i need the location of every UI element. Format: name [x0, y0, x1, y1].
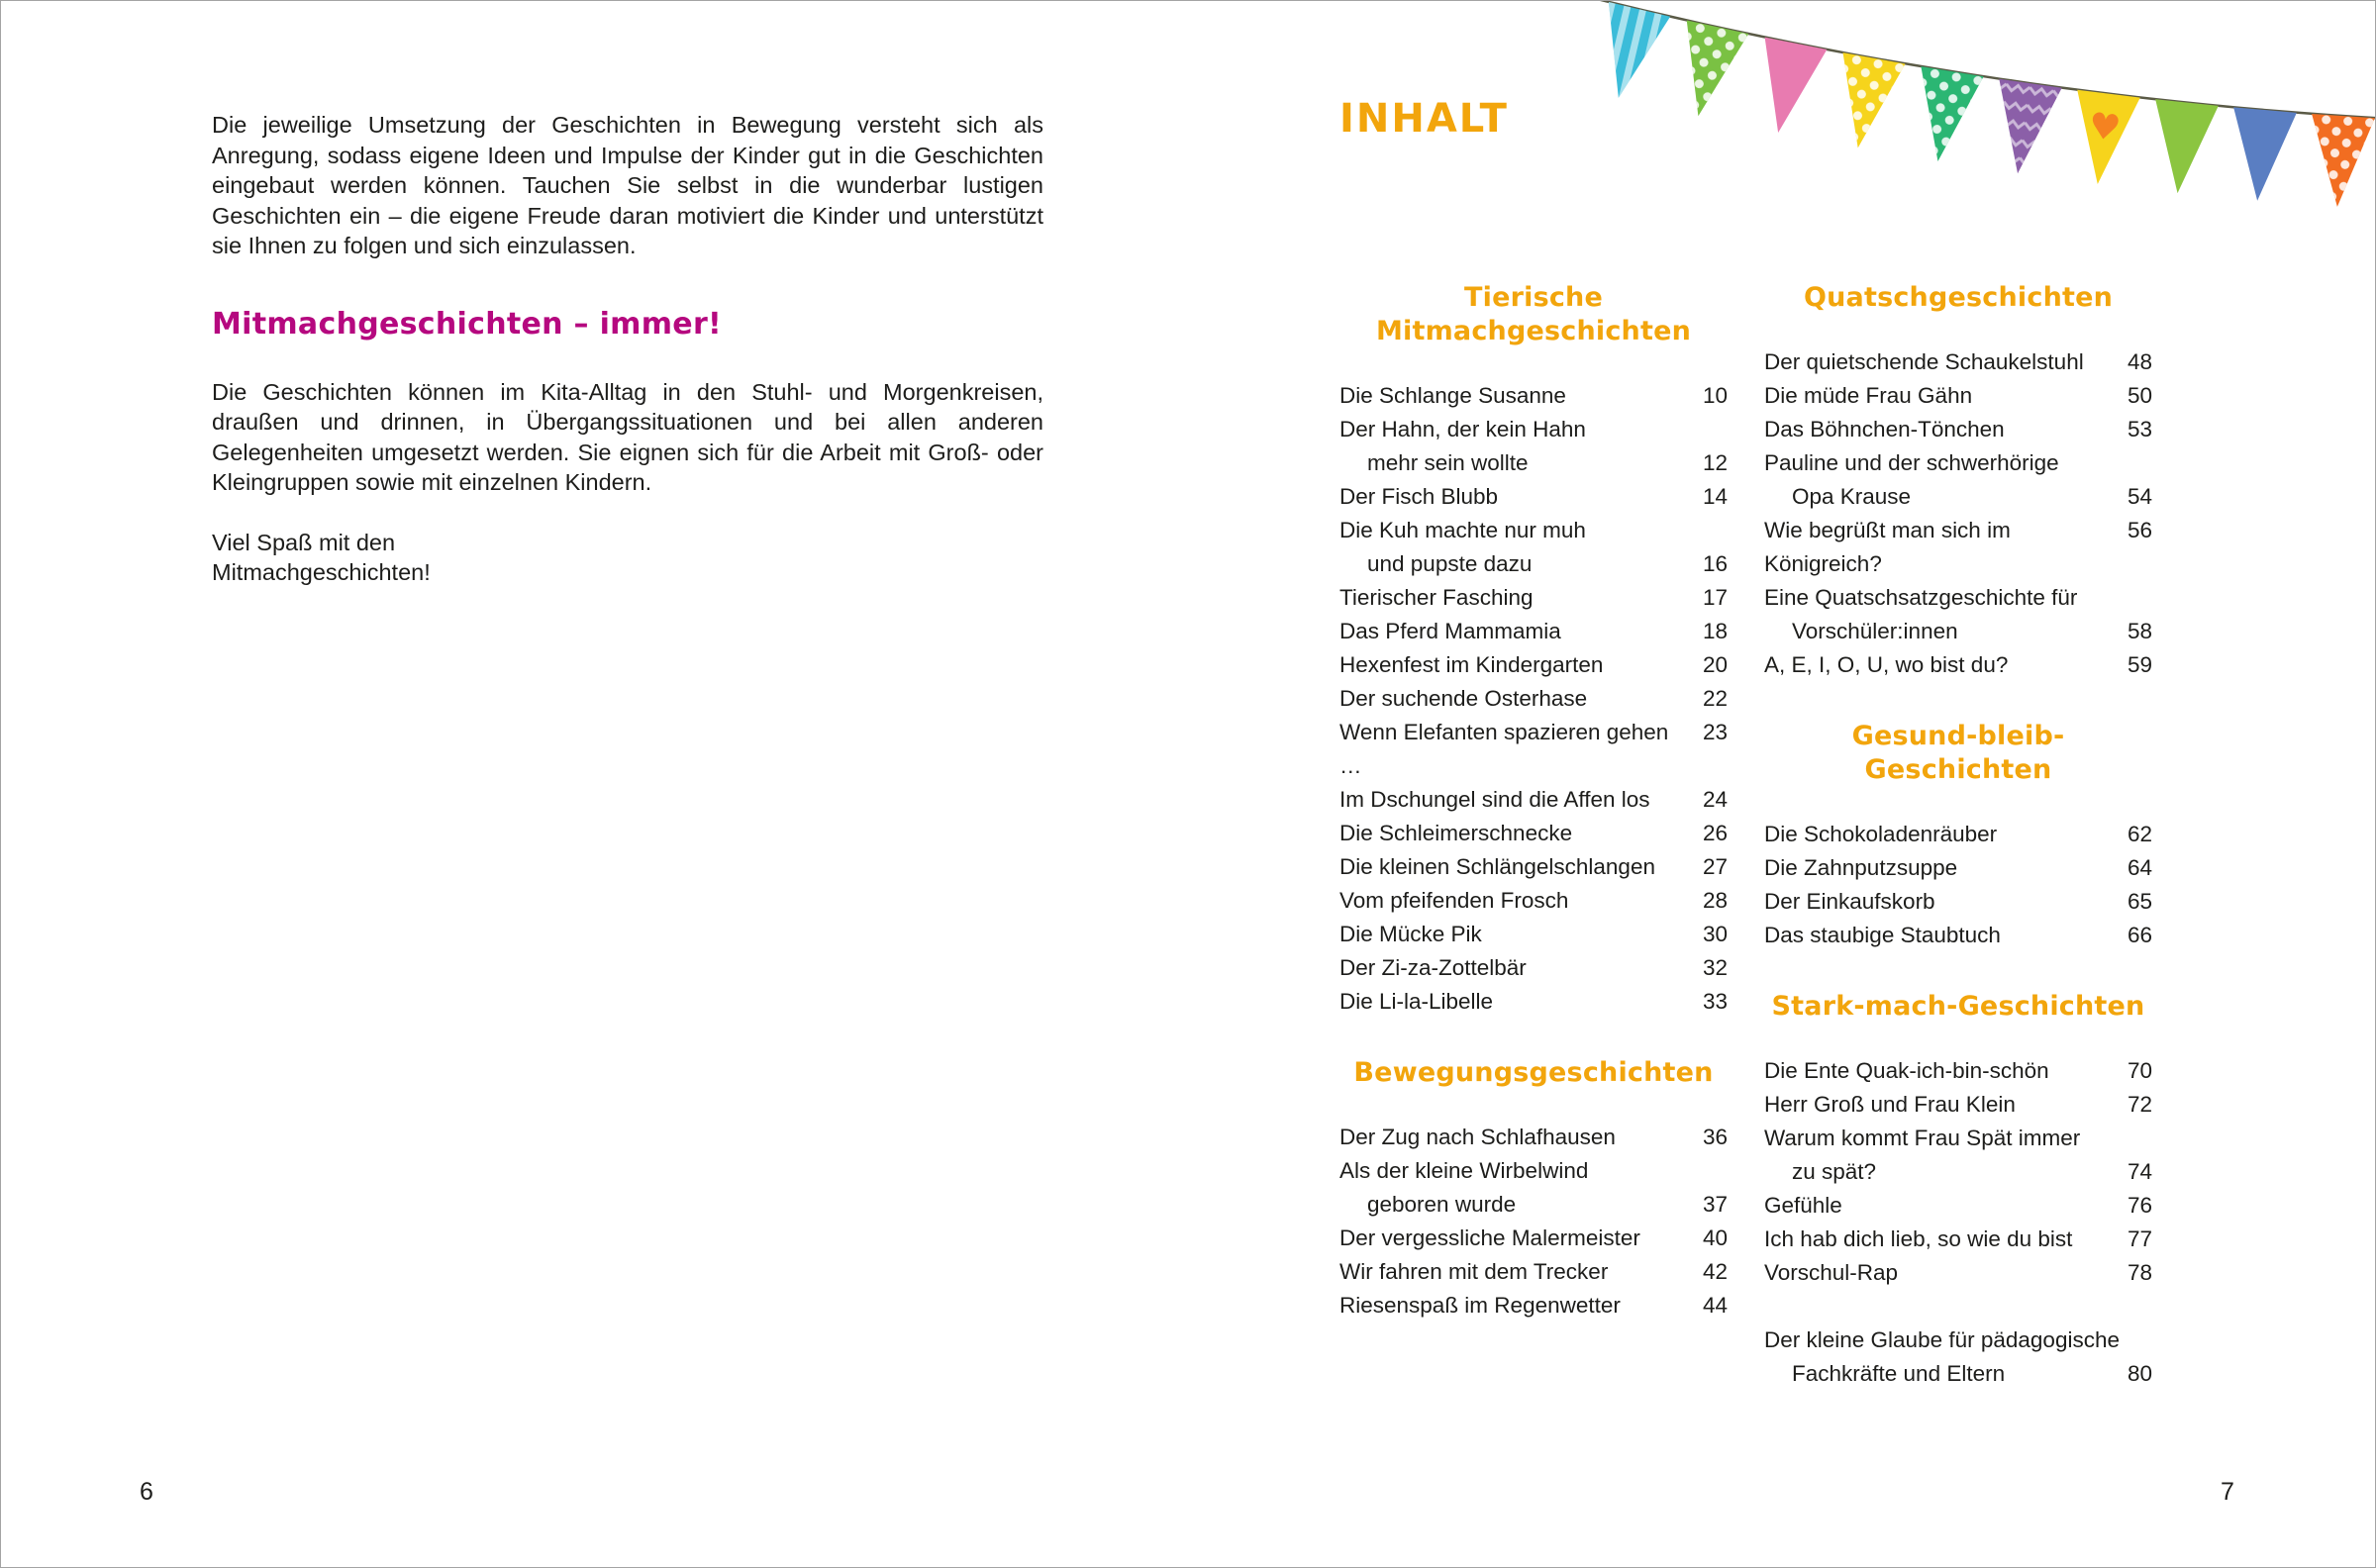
toc-entry-page: 20: [1702, 652, 1728, 677]
toc-entry-page: 80: [2127, 1361, 2152, 1386]
toc-entry-page: 16: [1702, 551, 1728, 576]
toc-entry-page: 44: [1702, 1293, 1728, 1318]
toc-entry-row: [1764, 514, 2152, 581]
toc-entry-title: Ich hab dich lieb, so wie du bist: [1764, 1226, 2073, 1251]
toc-entry-page: 10: [1702, 383, 1728, 408]
toc-entry: [1339, 413, 1728, 480]
toc-entry-page: 58: [2127, 619, 2152, 643]
toc-entry-title: Die Li-la-Libelle: [1339, 989, 1494, 1014]
toc-entry-page: 12: [1702, 450, 1728, 475]
toc-title: INHALT: [1339, 96, 1509, 142]
toc-entry-page: 53: [2127, 417, 2152, 441]
toc-entry-page: 17: [1702, 585, 1728, 610]
toc-entry: [1764, 1223, 2152, 1256]
toc-entry-row: [1339, 413, 1728, 446]
toc-entry-page: 65: [2127, 889, 2152, 914]
toc-entry-title: Die müde Frau Gähn: [1764, 383, 1973, 408]
toc-entry-row: [1339, 379, 1728, 413]
toc-entry-row: [1764, 345, 2152, 379]
toc-entry: [1339, 951, 1728, 985]
toc-entry-row: [1339, 480, 1728, 514]
toc-entry: [1339, 581, 1728, 615]
toc-entry-title: Der Einkaufskorb: [1764, 889, 1935, 914]
toc-entry-row: [1764, 919, 2152, 952]
toc-entry-row: [1339, 1154, 1728, 1188]
toc-entry-row: [1764, 818, 2152, 851]
toc-entry-title: Opa Krause: [1792, 484, 1912, 509]
toc-entry-row: [1764, 1054, 2152, 1088]
toc-column-1: [1339, 281, 1728, 1323]
toc-entry-title: Die Ente Quak-ich-bin-schön: [1764, 1058, 2049, 1083]
toc-entry-page: 28: [1702, 888, 1728, 913]
closing-text: [212, 528, 1043, 588]
toc-entry-page: 30: [1702, 922, 1728, 946]
toc-entry-row: [1339, 648, 1728, 682]
toc-entry: [1339, 1222, 1728, 1255]
toc-entry-title: Herr Groß und Frau Klein: [1764, 1092, 2016, 1117]
toc-entry: [1339, 985, 1728, 1019]
toc-entry: [1764, 919, 2152, 952]
toc-entry-page: 18: [1702, 619, 1728, 643]
toc-section-heading: Gesund-bleib-Geschichten: [1851, 721, 2065, 785]
toc-entry-page: 36: [1702, 1125, 1728, 1149]
toc-section-heading: Tierische Mitmachgeschichten: [1375, 282, 1692, 346]
toc-entry-page: 76: [2127, 1193, 2152, 1218]
bunting-flag: [2146, 99, 2219, 196]
toc-entry-title: Riesenspaß im Regenwetter: [1339, 1293, 1621, 1318]
toc-entry-title: Die Schlange Susanne: [1339, 383, 1566, 408]
toc-section-heading: Stark-mach-Geschichten: [1771, 991, 2145, 1022]
bunting-flag: [2306, 114, 2375, 209]
toc-entry-title: Die Zahnputzsuppe: [1764, 855, 1958, 880]
toc-entry-title: Hexenfest im Kindergarten: [1339, 652, 1604, 677]
toc-entry: [1764, 1054, 2152, 1088]
toc-entry-title: Vorschüler:innen: [1792, 619, 1958, 643]
toc-entry-title: Die Schleimerschnecke: [1339, 821, 1573, 845]
toc-entry-title: Der Zug nach Schlafhausen: [1339, 1125, 1616, 1149]
toc-entry-page: 14: [1702, 484, 1728, 509]
toc-entry-title: Wenn Elefanten spazieren gehen …: [1339, 720, 1669, 778]
toc-entry-title: Als der kleine Wirbelwind: [1339, 1158, 1589, 1183]
toc-entry-page: 59: [2127, 652, 2152, 677]
toc-entry-title: Das staubige Staubtuch: [1764, 923, 2001, 947]
toc-entry-row: [1764, 379, 2152, 413]
toc-entry-row: [1764, 1223, 2152, 1256]
toc-entry-title: Eine Quatschsatzgeschichte für: [1764, 585, 2078, 610]
toc-entry-title: Der Hahn, der kein Hahn: [1339, 417, 1586, 441]
toc-entry-title: Wir fahren mit dem Trecker: [1339, 1259, 1609, 1284]
toc-entry: [1339, 648, 1728, 682]
toc-entry-row: [1764, 1122, 2152, 1155]
toc-entry-row: [1764, 615, 2152, 648]
toc-entry: [1764, 1088, 2152, 1122]
toc-entry-page: 56: [2127, 518, 2152, 542]
bunting-flag: [1907, 66, 1984, 166]
toc-entry-page: 77: [2127, 1226, 2152, 1251]
svg-text:♥: ♥: [2086, 105, 2124, 150]
toc-entry-page: 42: [1702, 1259, 1728, 1284]
toc-entry-page: 54: [2127, 484, 2152, 509]
toc-entry-row: [1764, 1323, 2152, 1357]
toc-entry: [1339, 480, 1728, 514]
bunting-flag: [2066, 90, 2140, 188]
toc-entry-title: zu spät?: [1792, 1159, 1877, 1184]
toc-entry-title: Warum kommt Frau Spät immer: [1764, 1126, 2081, 1150]
toc-entry-row: [1764, 1189, 2152, 1223]
toc-entry: [1339, 615, 1728, 648]
toc-entry: [1764, 1122, 2152, 1189]
toc-entry: [1764, 1256, 2152, 1290]
closing-line-1: Viel Spaß mit den: [212, 529, 396, 555]
toc-entry-page: 37: [1702, 1192, 1728, 1217]
toc-entry: [1339, 817, 1728, 850]
toc-entry-row: [1764, 885, 2152, 919]
bunting-decoration: [1585, 1, 2376, 248]
toc-entry: [1764, 818, 2152, 851]
toc-entry-title: Der kleine Glaube für pädagogische: [1764, 1327, 2120, 1352]
toc-entry: [1339, 884, 1728, 918]
toc-entry: [1764, 885, 2152, 919]
toc-entry-title: Tierischer Fasching: [1339, 585, 1534, 610]
toc-entry-title: Der Fisch Blubb: [1339, 484, 1499, 509]
bunting-flag: [1986, 79, 2061, 178]
toc-entry-row: [1339, 615, 1728, 648]
toc-entry: [1764, 851, 2152, 885]
toc-entry-title: Vom pfeifenden Frosch: [1339, 888, 1569, 913]
toc-entry-row: [1764, 1088, 2152, 1122]
toc-entry-page: 50: [2127, 383, 2152, 408]
toc-entry-page: 23: [1702, 720, 1728, 744]
toc-entry-row: [1339, 581, 1728, 615]
toc-entry-page: 22: [1702, 686, 1728, 711]
toc-entry-row: [1339, 1222, 1728, 1255]
bunting-flag: [1747, 38, 1828, 140]
toc-entry-title: Die Mücke Pik: [1339, 922, 1482, 946]
toc-entry-page: 40: [1702, 1225, 1728, 1250]
toc-entry-title: Die Kuh machte nur muh: [1339, 518, 1586, 542]
toc-entry: [1764, 1323, 2152, 1391]
toc-entry-row: [1339, 850, 1728, 884]
toc-section: [1339, 281, 1728, 1019]
toc-entry-page: 70: [2127, 1058, 2152, 1083]
toc-entry: [1339, 918, 1728, 951]
toc-entry-title: Der suchende Osterhase: [1339, 686, 1588, 711]
toc-entry-row: [1339, 716, 1728, 783]
toc-entry: [1764, 514, 2152, 581]
toc-section: [1339, 1056, 1728, 1323]
toc-entry: [1764, 1189, 2152, 1223]
toc-entry-page: 27: [1702, 854, 1728, 879]
toc-entry-title: Wie begrüßt man sich im Königreich?: [1764, 518, 2011, 576]
toc-entry-row: [1339, 547, 1728, 581]
toc-entry-title: A, E, I, O, U, wo bist du?: [1764, 652, 2009, 677]
toc-entry: [1339, 1289, 1728, 1323]
toc-entry: [1339, 716, 1728, 783]
toc-entry-title: Pauline und der schwerhörige: [1764, 450, 2059, 475]
toc-entry-title: Die Schokoladenräuber: [1764, 822, 1998, 846]
intro-paragraph: Die jeweilige Umsetzung der Geschichten in Bewegung versteht sich als Anregung, sodass eigene Ideen und Impulse der Kinder gut in die Geschichten eingebaut werden können. Tauchen Sie selbst in die wunderbar lustigen Geschichten ein – die eigene Freude daran motiviert die Kinder und unterstützt sie Ihnen zu folgen und sich einzulassen.: [212, 112, 1043, 258]
toc-entry-page: 62: [2127, 822, 2152, 846]
bunting-flag: [1827, 52, 1905, 153]
toc-entry-row: [1339, 446, 1728, 480]
toc-entry-title: Der vergessliche Malermeister: [1339, 1225, 1640, 1250]
toc-entry: [1339, 682, 1728, 716]
usage-paragraph: Die Geschichten können im Kita-Alltag in den Stuhl- und Morgenkreisen, draußen und drinnen, in Übergangssituationen und bei allen anderen Gelegenheiten umgesetzt werden. Sie eignen sich für die Arbeit mit Groß- oder Kleingruppen sowie mit einzelnen Kindern.: [212, 378, 1043, 495]
toc-entry-row: [1339, 1188, 1728, 1222]
toc-entry-row: [1764, 446, 2152, 480]
toc-entry-row: [1764, 581, 2152, 615]
toc-entry: [1339, 379, 1728, 413]
toc-entry-page: 33: [1702, 989, 1728, 1014]
closing-line-2: Mitmachgeschichten!: [212, 559, 431, 585]
toc-entry-page: 32: [1702, 955, 1728, 980]
toc-entry-row: [1339, 985, 1728, 1019]
toc-section: [1764, 720, 2152, 952]
toc-entry: [1339, 783, 1728, 817]
toc-entry-row: [1339, 1289, 1728, 1323]
toc-entry-title: geboren wurde: [1367, 1192, 1517, 1217]
toc-entry-title: mehr sein wollte: [1367, 450, 1529, 475]
toc-entry: [1764, 379, 2152, 413]
toc-entry-page: 78: [2127, 1260, 2152, 1285]
toc-entry-title: Vorschul-Rap: [1764, 1260, 1899, 1285]
toc-entry-title: Der Zi-za-Zottelbär: [1339, 955, 1527, 980]
toc-entry-row: [1764, 480, 2152, 514]
toc-entry-row: [1339, 817, 1728, 850]
toc-entry-row: [1339, 1121, 1728, 1154]
toc-entry: [1339, 1154, 1728, 1222]
toc-entry-page: 26: [1702, 821, 1728, 845]
page-number-left: 6: [140, 1478, 153, 1506]
toc-section: [1764, 990, 2152, 1391]
toc-entry: [1764, 648, 2152, 682]
toc-entry-page: 72: [2127, 1092, 2152, 1117]
toc-entry: [1339, 1121, 1728, 1154]
toc-entry-title: und pupste dazu: [1367, 551, 1533, 576]
toc-entry-page: 74: [2127, 1159, 2152, 1184]
toc-entry-row: [1764, 851, 2152, 885]
toc-entry: [1339, 1255, 1728, 1289]
toc-entry-title: Die kleinen Schlängelschlangen: [1339, 854, 1655, 879]
toc-entry: [1764, 345, 2152, 379]
toc-entry-page: 66: [2127, 923, 2152, 947]
toc-entry-row: [1339, 682, 1728, 716]
toc-entry-title: Fachkräfte und Eltern: [1792, 1361, 2006, 1386]
toc-entry-row: [1764, 1155, 2152, 1189]
toc-entry: [1339, 514, 1728, 581]
toc-entry: [1339, 850, 1728, 884]
toc-column-2: [1764, 281, 2152, 1391]
toc-entry: [1764, 413, 2152, 446]
toc-entry-page: 64: [2127, 855, 2152, 880]
page-number-right: 7: [2221, 1478, 2234, 1506]
bunting-flag: [1667, 20, 1748, 123]
toc-entry-title: Im Dschungel sind die Affen los: [1339, 787, 1650, 812]
page-left: [212, 110, 1043, 588]
toc-section: [1764, 281, 2152, 682]
toc-entry-row: [1764, 413, 2152, 446]
toc-entry: [1764, 581, 2152, 648]
bunting-flag: [2226, 107, 2297, 203]
bunting-flag: [1588, 2, 1670, 105]
toc-entry-row: [1339, 918, 1728, 951]
mitmachgeschichten-heading: Mitmachgeschichten – immer!: [212, 306, 723, 342]
toc-entry-title: Das Pferd Mammamia: [1339, 619, 1561, 643]
toc-entry-title: Der quietschende Schaukelstuhl: [1764, 349, 2084, 374]
toc-entry: [1764, 446, 2152, 514]
toc-entry-row: [1339, 1255, 1728, 1289]
toc-section-heading: Quatschgeschichten: [1803, 282, 2114, 313]
toc-section-heading: Bewegungsgeschichten: [1353, 1057, 1714, 1088]
toc-entry-row: [1339, 514, 1728, 547]
toc-entry-title: Gefühle: [1764, 1193, 1842, 1218]
toc-entry-row: [1339, 783, 1728, 817]
toc-entry-page: 48: [2127, 349, 2152, 374]
toc-entry-title: Das Böhnchen-Tönchen: [1764, 417, 2005, 441]
toc-entry-row: [1764, 648, 2152, 682]
toc-entry-row: [1339, 884, 1728, 918]
toc-entry-row: [1339, 951, 1728, 985]
toc-entry-row: [1764, 1256, 2152, 1290]
toc-entry-row: [1764, 1357, 2152, 1391]
toc-entry-page: 24: [1702, 787, 1728, 812]
